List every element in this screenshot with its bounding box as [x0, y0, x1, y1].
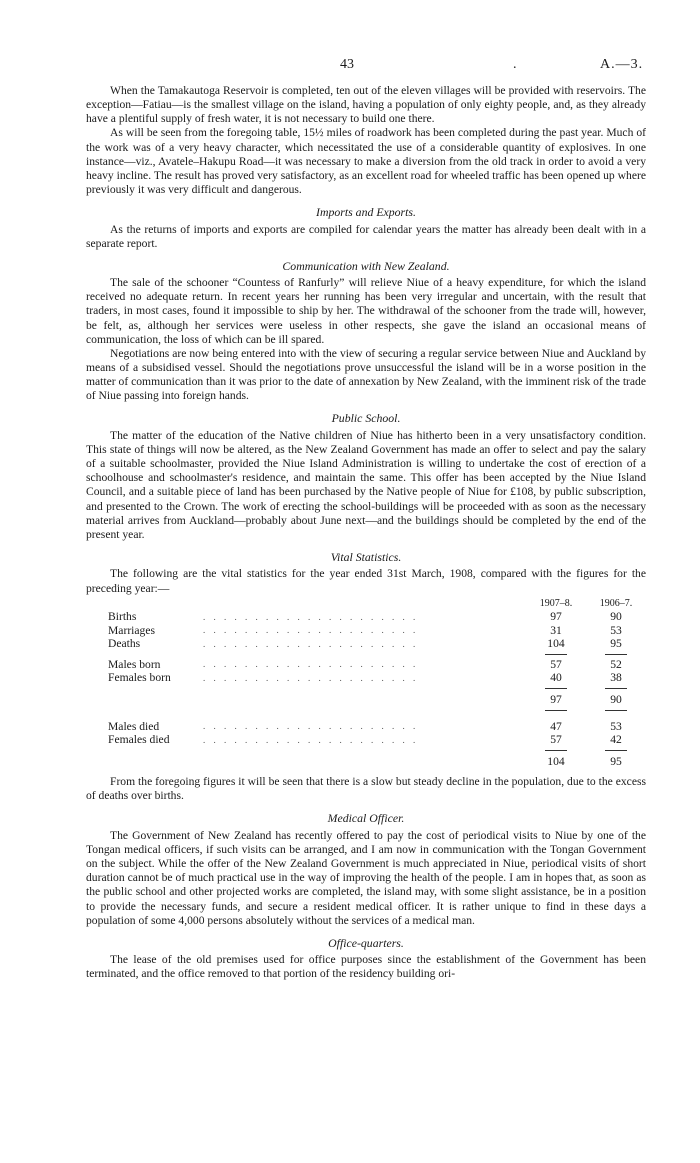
table-row	[86, 611, 646, 625]
value-1907-8: 40	[550, 671, 562, 685]
row-label: Births	[108, 610, 137, 624]
value-1907-8: 57	[550, 733, 562, 747]
table-row	[86, 638, 646, 652]
paragraph-negotiations: Negotiations are now being entered into with the view of securing a regular service between Niue and Auckland by means of a subsidised vessel. Should the negotiations prove unsuccessful the island will be in a worse position in the matter of communication than it was prior to the date of annexation by New Zealand, with the imminent risk of the trade of Niue passing into foreign hands.	[86, 346, 646, 403]
heading-vital-statistics: Vital Statistics.	[330, 549, 402, 564]
paragraph-education: The matter of the education of the Native children of Niue has hitherto been in a very unsatisfactory condition. This state of things will now be altered, as the New Zealand Government has made an offer to select and pay the salary of a suitable schoolmaster, provided the Niue Island Administration is willing to undertake the cost of erection of a schoolhouse and schoolmaster's residence, and maintain the same. This offer has been accepted by the Niue Island Council, and a suitable piece of land has been purchased by the Native people of Niue for £108, by public subscription, and presented to the Crown. The work of erecting the school-buildings will be proceeded with as soon as the necessary material arrives from Auckland—probably about June next—and the buildings should be completed by the end of the present year.	[86, 428, 646, 541]
value-1906-7: 95	[610, 637, 622, 651]
value-1906-7: 52	[610, 657, 622, 671]
header-dot: .	[513, 57, 517, 72]
column-1907-8: 1907–8.	[539, 597, 573, 609]
total-1907-8: 97	[550, 692, 562, 706]
leader-dots: . . . . . . . . . . . . . . . . . . . . .	[203, 625, 419, 636]
value-1907-8: 104	[547, 637, 565, 651]
paragraph-imports: As the returns of imports and exports are compiled for calendar years the matter has already been dealt with in a separate report.	[86, 222, 646, 250]
total-1906-7: 95	[610, 754, 622, 768]
table-rule	[86, 685, 646, 692]
heading-medical-officer: Medical Officer.	[327, 811, 405, 826]
paragraph-population-decline: From the foregoing figures it will be seen that there is a slow but steady decline in the population, due to the excess of deaths over births.	[86, 775, 646, 803]
total-1906-7: 90	[610, 692, 622, 706]
table-rule	[86, 747, 646, 754]
column-1906-7: 1906–7.	[599, 597, 633, 609]
leader-dots: . . . . . . . . . . . . . . . . . . . . .	[203, 721, 419, 732]
table-row	[86, 658, 646, 672]
paragraph-medical: The Government of New Zealand has recently offered to pay the cost of periodical visits to Niue by one of the Tongan medical officers, if such visits can be arranged, and I am now in communication with the Tongan Government on the subject. While the offer of the New Zealand Government is much appreciated in Niue, periodical visits of short duration cannot be of much practical use in the way of improving the health of the people. I am in hopes that, as soon as the public school and other projected works are completed, the island may, with some slight assistance, be in a position to provide the necessary funds, and secure a resident medical officer. It is rather unique to find in these days a population of some 4,000 persons absolutely without the services of a medical man.	[86, 828, 646, 927]
row-label: Males born	[108, 657, 161, 671]
leader-dots: . . . . . . . . . . . . . . . . . . . . .	[203, 611, 419, 622]
row-label: Females born	[108, 671, 171, 685]
value-1907-8: 57	[550, 657, 562, 671]
value-1906-7: 42	[610, 733, 622, 747]
heading-office-quarters: Office-quarters.	[328, 935, 404, 950]
table-row	[86, 672, 646, 686]
table-header	[86, 598, 646, 611]
row-label: Males died	[108, 719, 160, 733]
page-number: 43	[340, 57, 354, 72]
row-label: Marriages	[108, 623, 155, 637]
value-1906-7: 53	[610, 623, 622, 637]
value-1907-8: 31	[550, 623, 562, 637]
table-row	[86, 624, 646, 638]
value-1907-8: 97	[550, 610, 562, 624]
value-1907-8: 47	[550, 719, 562, 733]
leader-dots: . . . . . . . . . . . . . . . . . . . . .	[203, 659, 419, 670]
leader-dots: . . . . . . . . . . . . . . . . . . . . .	[203, 638, 419, 649]
total-1907-8: 104	[547, 754, 565, 768]
document-reference: A.—3.	[600, 57, 644, 72]
value-1906-7: 38	[610, 671, 622, 685]
heading-public-school: Public School.	[331, 411, 401, 426]
row-label: Females died	[108, 733, 170, 747]
table-rule	[86, 707, 646, 714]
paragraph-office: The lease of the old premises used for office purposes since the establishment of the Government has been terminated, and the office removed to that portion of the residency building ori-	[86, 953, 646, 981]
value-1906-7: 53	[610, 719, 622, 733]
paragraph-schooner: The sale of the schooner “Countess of Ranfurly” will relieve Niue of a heavy expenditure, for which the island received no adequate return. In recent years her running has been very irregular and uncertain, with the result that traders, in most cases, found it impossible to ship by her. The withdrawal of the schooner from the trade will, however, be felt, as, although her services were useless in other respects, she gave the island an occasional means of communication, the loss of which can be ill spared.	[86, 276, 646, 346]
paragraph-roadwork: As will be seen from the foregoing table, 15½ miles of roadwork has been completed during the past year. Much of the work was of a very heavy character, which necessitated the use of a considerable quantity of explosives. In one instance—viz., Avatele–Hakupu Road—it was necessary to make a diversion from the old track in order to avoid a very heavy incline. The result has proved very satisfactory, as an excellent road for wheeled traffic has been opened up where previously it was very difficult and dangerous.	[86, 126, 646, 196]
table-row	[86, 734, 646, 748]
row-label: Deaths	[108, 637, 141, 651]
total-row	[86, 754, 646, 769]
leader-dots: . . . . . . . . . . . . . . . . . . . . .	[203, 734, 419, 745]
paragraph-vital-intro: The following are the vital statistics for the year ended 31st March, 1908, compared with the figures for the preceding year:—	[86, 567, 646, 595]
paragraph-reservoirs: When the Tamakautoga Reservoir is completed, ten out of the eleven villages will be provided with reservoirs. The exception—Fatiau—is the smallest village on the island, having a population of only eighty people, and, as they already have a plentiful supply of fresh water, it is not necessary to build one there.	[86, 84, 646, 126]
table-row	[86, 720, 646, 734]
heading-communication: Communication with New Zealand.	[282, 258, 450, 273]
heading-imports-exports: Imports and Exports.	[316, 205, 416, 220]
value-1906-7: 90	[610, 610, 622, 624]
page-body	[86, 58, 646, 981]
total-row	[86, 692, 646, 707]
leader-dots: . . . . . . . . . . . . . . . . . . . . .	[203, 672, 419, 683]
vital-statistics-table	[86, 598, 646, 770]
